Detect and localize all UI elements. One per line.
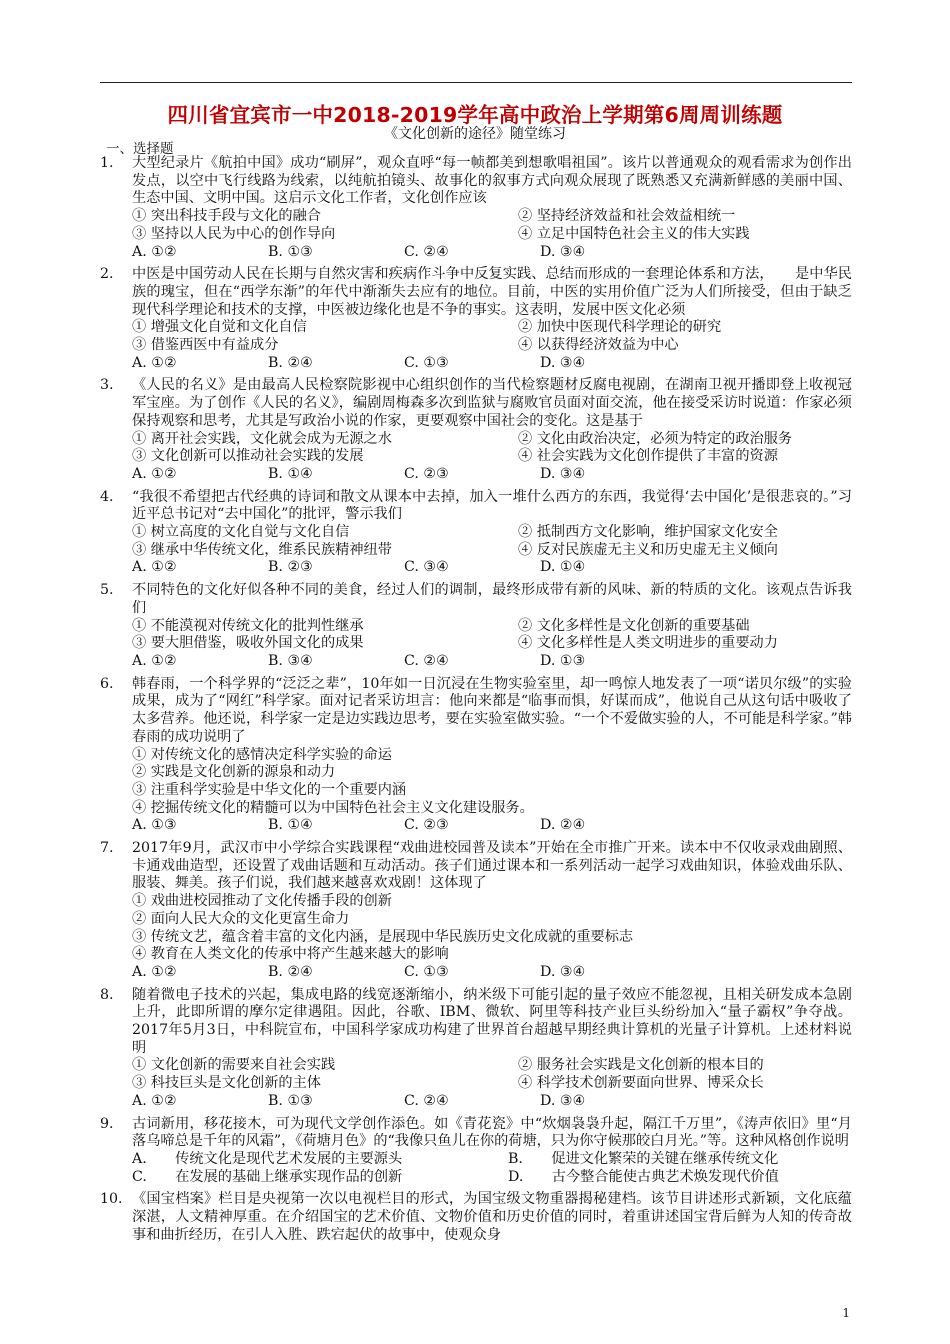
- option-statement: ③ 文化创新可以推动社会实践的发展: [132, 448, 364, 465]
- question-number: 4.: [100, 488, 114, 505]
- question-stem: 古词新用，移花接木，可为现代文学创作添色。如《青花瓷》中“炊烟袅袅升起，隔江千万里”，《涛声依旧》里“月落乌啼总是千年的风霜”，《荷塘月色》的“我像只鱼儿在你的荷塘，只为你守候那皎白月光。”等。这种风格创作说明: [132, 1115, 852, 1150]
- answer-choice[interactable]: A. ①②: [132, 1092, 177, 1109]
- question-number: 9.: [100, 1115, 114, 1132]
- answer-choice[interactable]: A. ①②: [132, 243, 177, 260]
- answer-choice[interactable]: A. ①②: [132, 963, 177, 980]
- question-number: 6.: [100, 675, 114, 692]
- answer-choice[interactable]: D. ③④: [540, 963, 586, 980]
- option-statement: ④ 社会实践为文化创作提供了丰富的资源: [518, 448, 778, 465]
- question-item: [100, 582, 852, 671]
- page-title: 四川省宜宾市一中2018-2019学年高中政治上学期第6周周训练题: [167, 103, 783, 127]
- question-item: [100, 1191, 852, 1244]
- question-item: [100, 489, 852, 578]
- answer-choice[interactable]: D. ②④: [540, 817, 586, 834]
- answer-choice[interactable]: C. 在发展的基础上继承实现作品的创新: [132, 1168, 403, 1185]
- answer-choice[interactable]: C. ②③: [404, 817, 449, 834]
- answer-choice[interactable]: C. ②④: [404, 652, 449, 669]
- option-statement: ① 戏曲进校园推动了文化传播手段的创新: [132, 893, 392, 910]
- page-number: 1: [842, 1306, 850, 1320]
- option-statement: ③ 坚持以人民为中心的创作导向: [132, 225, 336, 242]
- option-statement: ① 文化创新的需要来自社会实践: [132, 1057, 336, 1074]
- option-statement: ④ 挖掘传统文化的精髓可以为中国特色社会主义文化建设服务。: [132, 799, 534, 816]
- answer-choice[interactable]: A. ①③: [132, 817, 177, 834]
- question-number: 1.: [100, 155, 114, 171]
- answer-choice[interactable]: C. ②④: [404, 1092, 449, 1109]
- question-item: [100, 676, 852, 835]
- option-statement: ③ 传统文艺，蕴含着丰富的文化内涵，是展现中华民族历史文化成就的重要标志: [132, 928, 634, 945]
- answer-choice[interactable]: C. ①③: [404, 963, 449, 980]
- option-statement: ④ 教育在人类文化的传承中将产生越来越大的影响: [132, 946, 449, 963]
- option-statement: ③ 科技巨头是文化创新的主体: [132, 1075, 321, 1092]
- answer-choice[interactable]: C. ③④: [404, 559, 449, 576]
- question-stem: “我很不希望把古代经典的诗词和散文从课本中去掉，加入一堆什么西方的东西，我觉得‘去中国化’是很悲哀的。”习近平总书记对“去中国化”的批评，警示我们: [132, 488, 852, 523]
- header-rule: [100, 82, 852, 83]
- option-statement: ② 抵制西方文化影响，维护国家文化安全: [518, 524, 778, 541]
- option-statement: ② 坚持经济效益和社会效益相统一: [518, 208, 736, 225]
- answer-choice[interactable]: B. ①③: [268, 1092, 313, 1109]
- question-stem: 2017年9月，武汉市中小学综合实践课程“戏曲进校园普及读本”开始在全市推广开来。读本中不仅收录戏曲剧照、卡通戏曲造型，还设置了戏曲话题和互动活动。孩子们通过课本和一系列活动一起学习戏曲知识，体验戏曲乐队、服装、舞美。孩子们说，我们越来越喜欢戏剧！这体现了: [132, 840, 852, 892]
- question-item: [100, 987, 852, 1111]
- option-statement: ① 树立高度的文化自觉与文化自信: [132, 524, 350, 541]
- answer-choice[interactable]: D. ①④: [540, 559, 586, 576]
- question-item: [100, 155, 852, 261]
- answer-choice[interactable]: A. ①②: [132, 354, 177, 371]
- answer-choice[interactable]: B. ②④: [268, 354, 313, 371]
- question-number: 2.: [100, 266, 114, 283]
- option-statement: ② 文化多样性是文化创新的重要基础: [518, 617, 750, 634]
- answer-choice[interactable]: C. ②③: [404, 465, 449, 482]
- answer-choice[interactable]: B. ①③: [268, 243, 313, 260]
- option-statement: ② 实践是文化创新的源泉和动力: [132, 764, 336, 781]
- option-statement: ① 增强文化自觉和文化自信: [132, 319, 307, 336]
- question-item: [100, 266, 852, 372]
- answer-choice[interactable]: B. ①④: [268, 465, 313, 482]
- answer-choice[interactable]: D. ③④: [540, 243, 586, 260]
- option-statement: ① 突出科技手段与文化的融合: [132, 208, 321, 225]
- question-stem: 韩春雨，一个科学界的“泛泛之辈”，10年如一日沉浸在生物实验室里，却一鸣惊人地发表了一项“诺贝尔级”的实验成果，成为了“网红”科学家。面对记者采访坦言：他向来都是“临事而惧，好谋而成”，他说自己从这句话中吸收了太多营养。他还说，科学家一定是边实践边思考，要在实验室做实验。“一个不爱做实验的人，不可能是科学家。”韩春雨的成功说明了: [132, 675, 852, 745]
- answer-choice[interactable]: D. ③④: [540, 1092, 586, 1109]
- answer-choice[interactable]: D. 古今整合能使古典艺术焕发现代价值: [508, 1168, 779, 1185]
- option-statement: ④ 以获得经济效益为中心: [518, 337, 679, 354]
- answer-choice[interactable]: A. ①②: [132, 652, 177, 669]
- question-number: 7.: [100, 840, 114, 857]
- option-statement: ④ 反对民族虚无主义和历史虚无主义倾向: [518, 541, 778, 558]
- question-stem: 不同特色的文化好似各种不同的美食，经过人们的调制，最终形成带有新的风味、新的特质的文化。该观点告诉我们: [132, 582, 852, 616]
- option-statement: ③ 要大胆借鉴，吸收外国文化的成果: [132, 635, 364, 652]
- question-stem: 《国宝档案》栏目是央视第一次以电视栏目的形式，为国宝级文物重器揭秘建档。该节目讲述形式新颖，文化底蕴深湛，人文精神厚重。在介绍国宝的艺术价值、文物价值和历史价值的同时，着重讲述国宝背后鲜为人知的传奇故事和曲折经历，在引人入胜、跌宕起伏的故事中，使观众身: [132, 1191, 852, 1243]
- answer-choice[interactable]: D. ①③: [540, 652, 586, 669]
- question-stem: 《人民的名义》是由最高人民检察院影视中心组织创作的当代检察题材反腐电视剧，在湖南卫视开播即登上收视冠军宝座。为了创作《人民的名义》，编剧周梅森多次到监狱与腐败官员面对面交流，他在接受采访时说道：作家必须保持观察和思考，尤其是写政治小说的作家，更要观察中国社会的变化。这是基于: [132, 377, 852, 429]
- question-stem: 随着微电子技术的兴起，集成电路的线宽逐渐缩小，纳米级下可能引起的量子效应不能忽视，且相关研发成本急剧上升，此即所谓的摩尔定律遇阻。因此，谷歌、IBM、微软、阿里等科技产业巨头纷纷加入“量子霸权”争夺战。2017年5月3日，中科院宣布，中国科学家成功构建了世界首台超越早期经典计算机的光量子计算机。上述材料说明: [132, 986, 852, 1056]
- page-subtitle: 《文化创新的途径》随堂练习: [384, 126, 566, 142]
- question-number: 10.: [100, 1191, 123, 1208]
- option-statement: ② 加快中医现代科学理论的研究: [518, 319, 722, 336]
- answer-choice[interactable]: B. ③④: [268, 652, 313, 669]
- option-statement: ④ 立足中国特色社会主义的伟大实践: [518, 225, 750, 242]
- question-item: [100, 377, 852, 483]
- question-stem: 中医是中国劳动人民在长期与自然灾害和疾病作斗争中反复实践、总结而形成的一套理论体系和方法， 是中华民族的瑰宝，但在“西学东渐”的年代中渐渐失去应有的地位。目前，中医的实用价值广泛为人们所接受，但由于缺乏现代科学理论和技术的支撑，中医被边缘化也是不争的事实。这表明，发展中医文化必须: [132, 266, 852, 318]
- answer-choice[interactable]: B. ②③: [268, 559, 313, 576]
- option-statement: ② 面向人民大众的文化更富生命力: [132, 910, 350, 927]
- answer-choice[interactable]: A. ①②: [132, 465, 177, 482]
- question-number: 8.: [100, 986, 114, 1003]
- question-item: [100, 1116, 852, 1187]
- answer-choice[interactable]: B. 促进文化繁荣的关键在继承传统文化: [508, 1150, 779, 1167]
- option-statement: ④ 文化多样性是人类文明进步的重要动力: [518, 635, 778, 652]
- question-item: [100, 840, 852, 982]
- answer-choice[interactable]: B. ①④: [268, 817, 313, 834]
- answer-choice[interactable]: A. 传统文化是现代艺术发展的主要源头: [132, 1150, 403, 1167]
- section-heading: 一、选择题: [106, 141, 174, 157]
- question-number: 5.: [100, 582, 114, 599]
- option-statement: ③ 继承中华传统文化，维系民族精神纽带: [132, 541, 392, 558]
- answer-choice[interactable]: D. ③④: [540, 465, 586, 482]
- answer-choice[interactable]: D. ③④: [540, 354, 586, 371]
- option-statement: ③ 借鉴西医中有益成分: [132, 337, 279, 354]
- question-number: 3.: [100, 377, 114, 394]
- answer-choice[interactable]: C. ②④: [404, 243, 449, 260]
- answer-choice[interactable]: C. ①③: [404, 354, 449, 371]
- answer-choice[interactable]: A. ①②: [132, 559, 177, 576]
- option-statement: ④ 科学技术创新要面向世界、博采众长: [518, 1075, 764, 1092]
- option-statement: ① 对传统文化的感情决定科学实验的命运: [132, 746, 392, 763]
- option-statement: ① 离开社会实践，文化就会成为无源之水: [132, 430, 392, 447]
- question-stem: 大型纪录片《航拍中国》成功“刷屏”，观众直呼“每一帧都美到想歌唱祖国”。该片以普通观众的观看需求为创作出发点，以空中飞行线路为线索，以纯航拍镜头、故事化的叙事方式向观众展现了既熟悉又充满新鲜感的美丽中国、生态中国、文明中国。这启示文化工作者，文化创作应该: [132, 155, 852, 207]
- option-statement: ② 文化由政治决定，必须为特定的政治服务: [518, 430, 793, 447]
- option-statement: ② 服务社会实践是文化创新的根本目的: [518, 1057, 764, 1074]
- option-statement: ① 不能漠视对传统文化的批判性继承: [132, 617, 364, 634]
- option-statement: ③ 注重科学实验是中华文化的一个重要内涵: [132, 781, 407, 798]
- answer-choice[interactable]: B. ②④: [268, 963, 313, 980]
- question-list: [100, 155, 852, 1249]
